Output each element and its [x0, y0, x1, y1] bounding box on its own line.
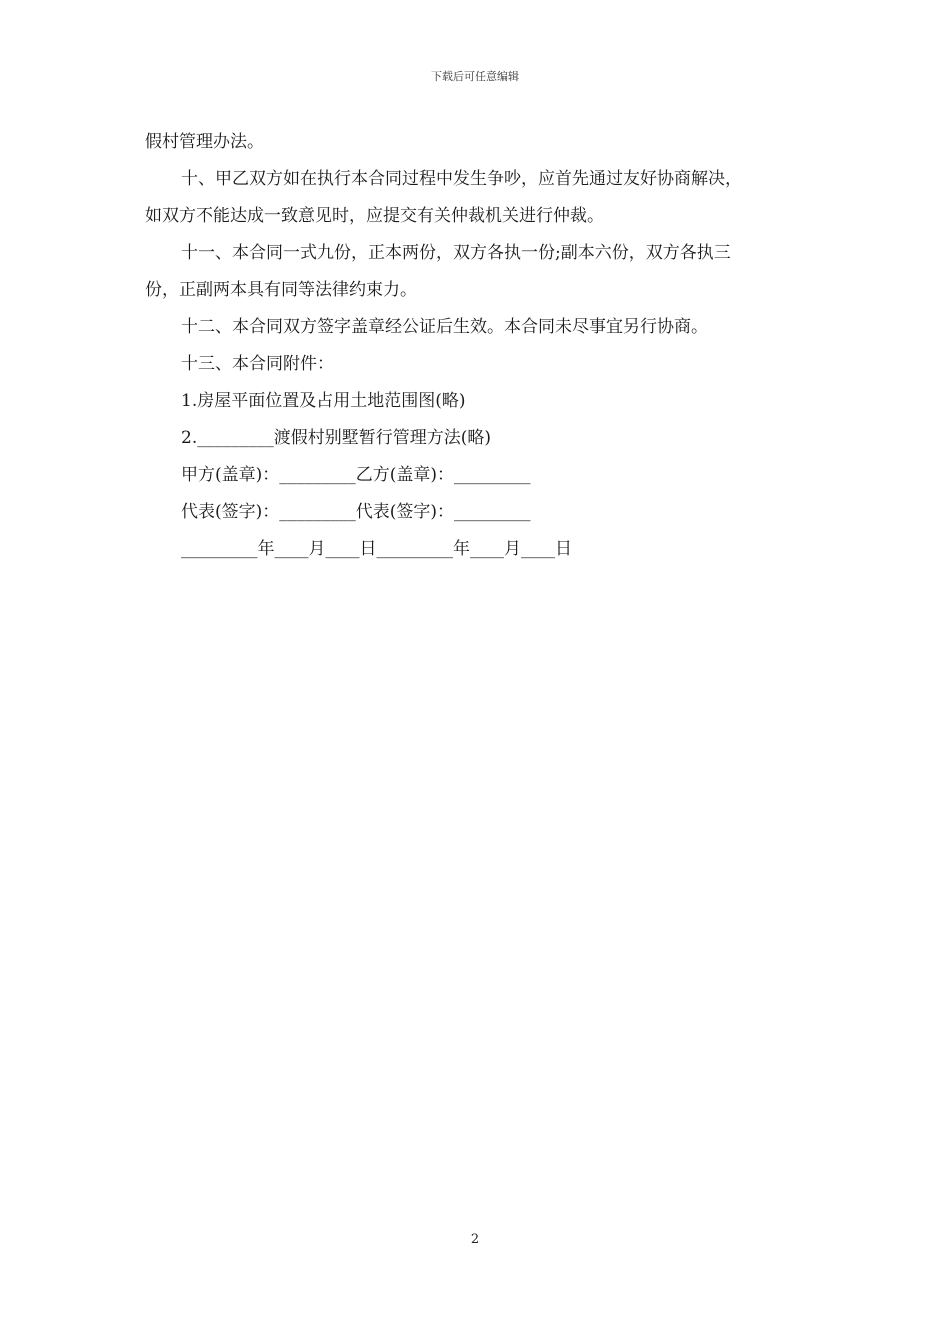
clause-10-line-2: 如双方不能达成一致意见时，应提交有关仲裁机关进行仲裁。: [145, 206, 604, 226]
attachment-1: 1.房屋平面位置及占用土地范围图(略): [181, 391, 466, 411]
page-header-note: 下载后可任意编辑: [431, 70, 519, 83]
attachment-2: 2._________渡假村别墅暂行管理方法(略): [181, 428, 491, 448]
clause-11-line-2: 份，正副两本具有同等法律约束力。: [145, 280, 417, 300]
clause-13: 十三、本合同附件：: [181, 354, 334, 374]
seal-line: 甲方(盖章)：_________乙方(盖章)：_________: [181, 465, 531, 485]
page-number: 2: [470, 1232, 480, 1247]
clause-11-line-1: 十一、本合同一式九份，正本两份，双方各执一份;副本六份，双方各执三: [181, 243, 731, 263]
clause-10-line-1: 十、甲乙双方如在执行本合同过程中发生争吵，应首先通过友好协商解决，: [181, 169, 742, 189]
date-line: _________年____月____日_________年____月____日: [181, 539, 572, 559]
clause-12: 十二、本合同双方签字盖章经公证后生效。本合同未尽事宜另行协商。: [181, 317, 708, 337]
document-body: [145, 124, 825, 568]
signature-line: 代表(签字)：_________代表(签字)：_________: [181, 502, 531, 522]
paragraph-continuation: 假村管理办法。: [145, 132, 264, 152]
